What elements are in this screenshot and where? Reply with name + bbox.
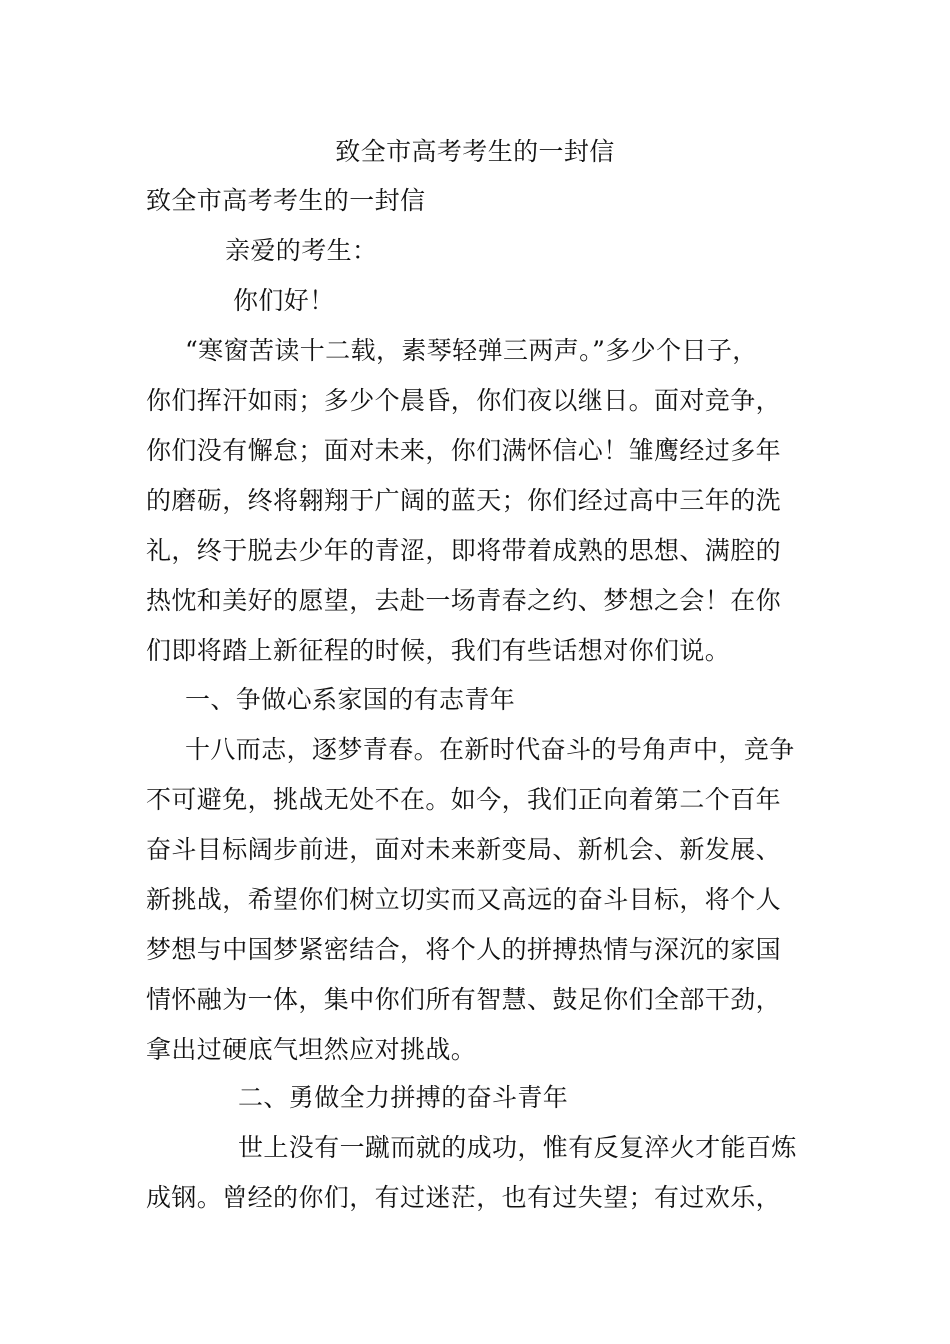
paragraph-line: 情怀融为一体，集中你们所有智慧、鼓足你们全部干劲， <box>146 985 782 1014</box>
paragraph-line: 们即将踏上新征程的时候，我们有些话想对你们说。 <box>146 636 731 665</box>
paragraph-line: 你们挥汗如雨；多少个晨昏，你们夜以继日。面对竞争， <box>146 386 782 415</box>
paragraph-line: 的磨砺，终将翱翔于广阔的蓝天；你们经过高中三年的洗 <box>146 486 782 515</box>
document-heading: 致全市高考考生的一封信 <box>146 186 426 215</box>
paragraph-line: 成钢。曾经的你们，有过迷茫，也有过失望；有过欢乐， <box>146 1183 782 1212</box>
paragraph-line: 世上没有一蹴而就的成功，惟有反复淬火才能百炼 <box>238 1133 797 1162</box>
paragraph-line: 梦想与中国梦紧密结合，将个人的拼搏热情与深沉的家国 <box>146 935 782 964</box>
paragraph-line: 奋斗目标阔步前进，面对未来新变局、新机会、新发展、 <box>146 835 782 864</box>
paragraph-line: 你们没有懈怠；面对未来，你们满怀信心！雏鹰经过多年 <box>146 436 782 465</box>
salutation: 亲爱的考生： <box>225 236 378 265</box>
paragraph-line: 十八而志，逐梦青春。在新时代奋斗的号角声中，竞争 <box>185 735 795 764</box>
document-title: 致全市高考考生的一封信 <box>335 137 615 166</box>
paragraph-line: “寒窗苦读十二载，素琴轻弹三两声。”多少个日子， <box>185 336 758 365</box>
section-heading: 二、勇做全力拼搏的奋斗青年 <box>238 1083 569 1112</box>
paragraph-line: 礼，终于脱去少年的青涩，即将带着成熟的思想、满腔的 <box>146 536 782 565</box>
paragraph-line: 拿出过硬底气坦然应对挑战。 <box>146 1035 477 1064</box>
paragraph-line: 不可避免，挑战无处不在。如今，我们正向着第二个百年 <box>146 785 782 814</box>
paragraph-line: 新挑战，希望你们树立切实而又高远的奋斗目标，将个人 <box>146 885 782 914</box>
greeting: 你们好！ <box>233 286 335 315</box>
paragraph-line: 热忱和美好的愿望，去赴一场青春之约、梦想之会！在你 <box>146 586 782 615</box>
section-heading: 一、争做心系家国的有志青年 <box>185 685 516 714</box>
